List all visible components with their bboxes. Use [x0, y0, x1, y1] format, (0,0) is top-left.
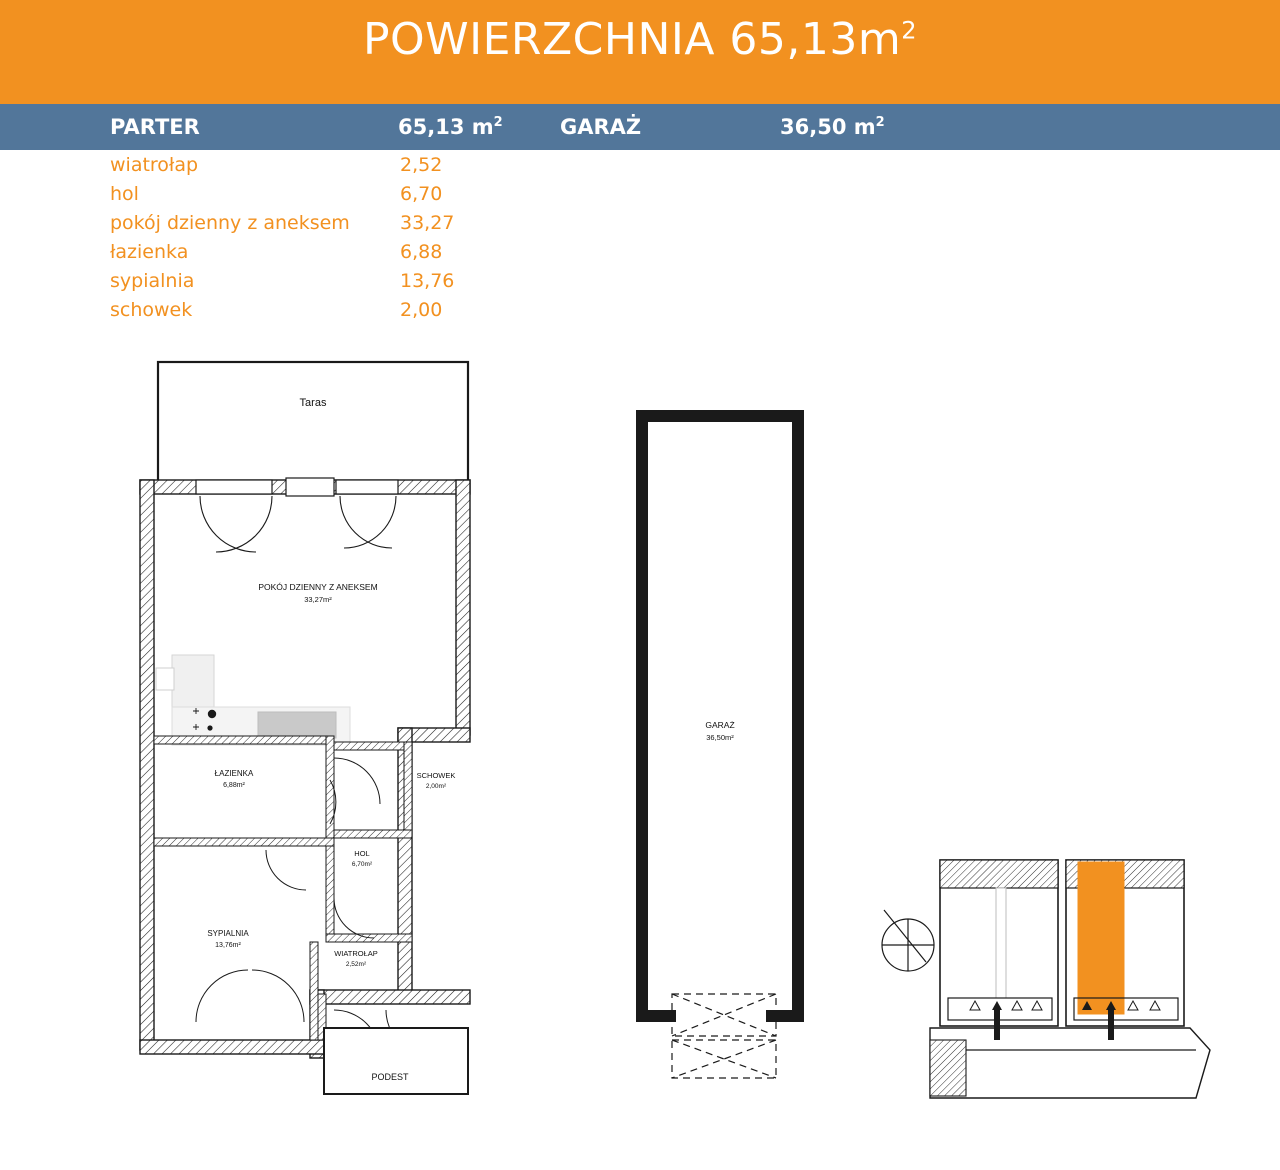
garage-plan-area: 36,50m² — [706, 733, 734, 742]
highlighted-unit — [1078, 862, 1124, 1014]
floor-area — [398, 115, 503, 139]
hall-label: HOL — [354, 849, 370, 858]
bathroom-label: ŁAZIENKA — [214, 769, 254, 778]
hall-area: 6,70m² — [351, 861, 373, 868]
hall — [352, 849, 373, 868]
room-name: hol — [110, 183, 139, 205]
north-compass-icon — [882, 910, 934, 971]
top-openings — [196, 478, 398, 552]
page-title — [0, 14, 1280, 65]
storage — [417, 771, 456, 790]
room-area: 6,88 — [400, 241, 443, 263]
garage-label: GARAŻ — [560, 115, 642, 139]
garage-area-value: 36,50 m — [780, 115, 876, 139]
vestibule — [334, 949, 378, 968]
list-item — [110, 183, 540, 212]
header-bar — [0, 0, 1280, 104]
floor-area-value: 65,13 m — [398, 115, 494, 139]
page-title-text: POWIERZCHNIA 65,13m — [362, 14, 902, 65]
room-name: łazienka — [110, 241, 189, 263]
bedroom-label: SYPIALNIA — [207, 929, 249, 938]
garage-area — [780, 115, 885, 139]
living-room — [258, 582, 377, 604]
room-name: sypialnia — [110, 270, 195, 292]
floorplan-svg — [0, 350, 1280, 1150]
room-name: schowek — [110, 299, 193, 321]
podest-label: PODEST — [371, 1072, 409, 1082]
vestibule-area: 2,52m² — [345, 961, 367, 968]
room-area: 33,27 — [400, 212, 455, 234]
list-item — [110, 241, 540, 270]
terrace-label: Taras — [299, 397, 327, 409]
page-title-superscript: 2 — [901, 16, 918, 45]
garage-plan — [636, 410, 804, 1078]
bathroom — [215, 769, 254, 789]
room-list — [110, 154, 540, 328]
vestibule-label: WIATROŁAP — [334, 949, 378, 958]
living-room-label: POKÓJ DZIENNY Z ANEKSEM — [258, 582, 378, 592]
garage-door-symbol — [672, 994, 776, 1078]
exterior-walls — [140, 480, 470, 1058]
room-area: 6,70 — [400, 183, 443, 205]
podest — [324, 1028, 468, 1094]
kitchen-furniture — [156, 655, 350, 745]
terrace — [158, 362, 468, 484]
room-name: wiatrołap — [110, 154, 199, 176]
floorplan-area — [0, 350, 1280, 1150]
storage-area: 2,00m² — [425, 783, 447, 790]
floor-label: PARTER — [110, 115, 200, 139]
bedroom-area: 13,76m² — [215, 942, 241, 949]
summary-bar — [0, 104, 1280, 150]
room-name: pokój dzienny z aneksem — [110, 212, 350, 234]
list-item — [110, 270, 540, 299]
bathroom-area: 6,88m² — [223, 782, 245, 789]
room-area: 2,52 — [400, 154, 443, 176]
room-area: 13,76 — [400, 270, 455, 292]
bedroom — [207, 929, 249, 949]
list-item — [110, 299, 540, 328]
floor-area-superscript: 2 — [493, 115, 503, 130]
storage-label: SCHOWEK — [416, 771, 456, 780]
list-item — [110, 212, 540, 241]
list-item — [110, 154, 540, 183]
garage-plan-label: GARAŻ — [705, 720, 735, 730]
apartment-plan — [140, 362, 470, 1094]
room-area: 2,00 — [400, 299, 443, 321]
garage-area-superscript: 2 — [875, 115, 885, 130]
site-key-plan — [882, 860, 1210, 1098]
living-room-area: 33,27m² — [304, 595, 332, 604]
